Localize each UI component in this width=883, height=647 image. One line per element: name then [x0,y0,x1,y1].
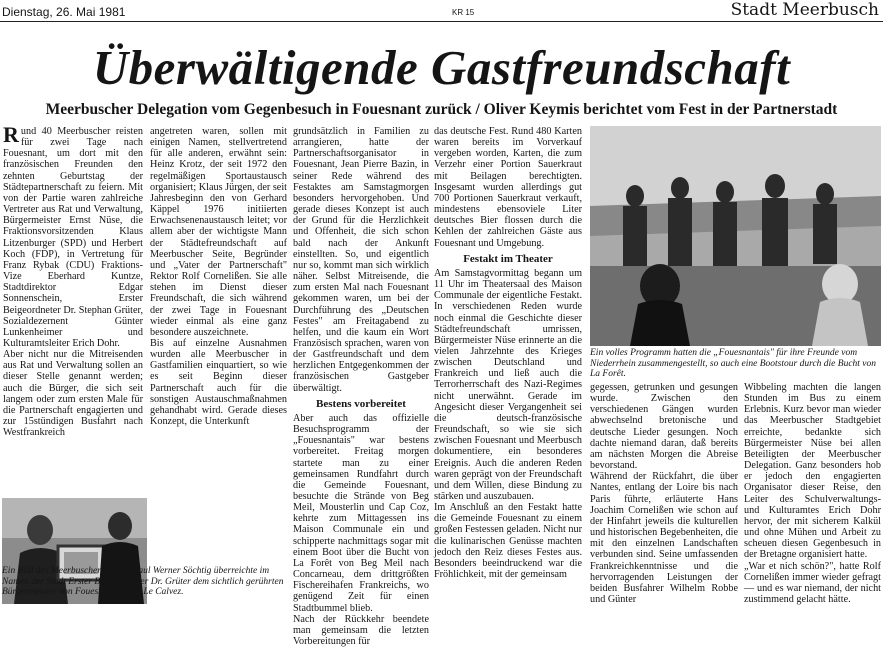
boat-tour-photo-caption: Ein volles Programm hatten die „Fouesnantais" für ihre Freunde vom Niederrhein zusammengestellt, so auch eine Bootstour durch die Bucht von La Forêt. [590,348,877,380]
column-text: gegessen, getrunken und gesungen wurde. Zwischen den verschiedenen Gängen wurden abwechselnd bretonische und deutsche Lieder gesungen. Noch dachte niemand daran, daß bereits am nächsten Morgen die Abreise bevorstand. Während der Rückfahrt, die über Nantes, entlang der Loire bis nach Paris führte, erläuterte Hans Joachim Cornelißen wie schon auf der Hinfahrt jeweils die kulturellen und historischen Begebenheiten, die mit den einzelnen Landschaften verbunden sind. Seine umfassenden Frankreichkenntnisse und die hervorragenden Leistungen der beiden Busfahrer Wilhelm Robbe und Günter [590,382,738,605]
boat-tour-photo-image [590,126,881,346]
article-headline: Überwältigende Gastfreundschaft [92,40,791,95]
text-column-1 [3,122,143,496]
column-text: das deutsche Fest. Rund 480 Karten waren bereits im Vorverkauf vergeben worden, Karten, die zum Verzehr einer Portion Sauerkraut mit Beilagen berechtigten. Insgesamt wurden allerdings gut 700 Portionen Sauerkraut verkauft, mindestens ebensoviele Liter deutsches Bier flossen durch die Kehlen der zahlreichen Gäste aus Fouesnant und Umgebung. [434,126,582,249]
text-column-6 [744,382,881,608]
issue-date: Dienstag, 26. Mai 1981 [2,5,126,19]
boat-tour-photo [590,126,881,346]
page-code: KR 15 [452,8,475,17]
column-text: angetreten waren, sollen mit einigen Namen, stellvertretend für alle anderen, erwähnt sein: Heinz Krotz, der seit 1972 den regelmäßigen Sportaustausch organisiert; Klaus Jürgen, der seit Jahresbeginn den von Gerhard Käppel 1976 initiierten Erwachsenenaustausch leitet; vor allem aber der wichtigste Mann der Städtefreundschaft auf Meerbuscher Seite, Begründer und „Vater der Partnerschaft" Rektor Rolf Cornelißen. Sie alle stehen im Dienst dieser Freundschaft, die sich während der zwei Tage in Fouesnant wieder einmal als eine ganz besondere auszeichnete. Bis auf einzelne Ausnahmen wurden alle Meerbuscher in Gastfamilien einquartiert, so wie es seit Beginn dieser Partnerschaft auch für die sonstigen Austauschmaßnahmen gehandhabt wird. Gerade dieses Konzept, die Unterkunft [150,126,287,428]
text-column-4 [434,126,582,606]
ceremony-photo-caption: Ein Bild des Meerbuscher Malers Paul Werner Söchtig überreichte im Namen der Stadt Erster Beigeordneter Dr. Grüter dem sichtlich gerührten Bürgermeister von Fouesnant, Louis Le Calvez. [2,566,284,598]
text-column-2 [150,126,287,606]
column-text: Am Samstagvormittag begann um 11 Uhr im Theatersaal des Maison Communale der eigentliche Festakt. In verschiedenen Reden wurde noch einmal die Geschichte dieser Städtefreundschaft umrissen, Bürgermeister Nüse erinnerte an die vielen Jahrzehnte des Krieges zwischen Deutschland und Frankreich und ließ auch die Terrorherrschaft des Nazi-Regimes nicht unerwähnt. Gerade im Angesicht dieser Vergangenheit sei die deutsch-französische Freundschaft, so wie sie sich zwischen Fouesnant und Meerbusch dokumentiere, ein besonderes Ereignis. Auch die anderen Reden waren geprägt von der Freundschaft und dem Willen, diese Bindung zu stärken und auszubauen. Im Anschluß an den Festakt hatte die Gemeinde Fouesnant zu einem großen Festessen geladen. Nicht nur die kulinarischen Genüsse machten jedoch den Reiz dieses Festes aus. Besonders beeindruckend war die Fröhlichkeit, mit der gemeinsam [434,267,582,581]
column-text: Aber auch das offizielle Besuchsprogramm der „Fouesnantais" war bestens vorbereitet. Freitag morgen startete man zu einer gemeinsamen Rundfahrt durch die Gemeinde Fouesnant, besuchte die Strände von Beg Meil, Mousterlin und Cap Coz, kehrte zum Mittagessen ins Maison Communale ein und schipperte nachmittags sogar mit einem Boot über die Bucht von La Forêt von Beg Meil nach Concarneau, dem drittgrößten Fischereihafen Frankreichs, wo genügend Zeit für einen Stadtbummel blieb. Nach der Rückkehr beendete man gemeinsam die letzten Vorbereitungen für [293,412,429,647]
drop-cap: R [3,122,19,147]
text-column-5 [590,382,738,608]
section-title: Stadt Meerbusch [730,0,879,20]
column-text: und 40 Meerbuscher reisten für zwei Tage nach Fouesnant, um dort mit den französischen Freunden den zehnten Geburtstag der Städtepartnerschaft zu feiern. Mit von der Partie waren zahlreiche Vertreter aus Rat und Verwaltung, Bürgermeister Ernst Nüse, die Fraktionsvorsitzenden Klaus Litzenburger (SPD) und Herbert Koch (FDP), in Vertretung für Franz Rybak (CDU) Fraktions-Vize Eberhard Kuntze, Stadtdirektor Edgar Sonnenschein, Erster Beigeordneter Dr. Stephan Grüter, Sozialdezernent Günter Lunkenheimer und Kulturamtsleiter Erich Dohr. Aber nicht nur die Mitreisenden aus Rat und Verwaltung sollen an dieser Stelle genannt werden; auch die Bürger, die sich seit langem oder zum ersten Male für die Partnerschaft engagierten und zur 15stündigen Busfahrt nach Westfrankreich [3,126,143,439]
column-text: Wibbeling machten die langen Stunden im Bus zu einem Erlebnis. Kurz bevor man wieder das Meerbuscher Stadtgebiet erreichte, bedankte sich Bürgermeister Nüse bei allen Beteiligten der Meerbuscher Delegation. Ganz besonders hob er jedoch den engagierten Organisator dieser Reise, den Leiter des Schulverwaltungs- und Kulturamtes Erich Dohr hervor, der mit sicherem Kalkül und ohne Mühen und Arbeit zu scheuen diesen Gegenbesuch in der Bretagne organisiert hatte. „War et nich schön?", hatte Rolf Cornelißen immer wieder gefragt — und es war niemand, der nicht zustimmend gelacht hätte. [744,382,881,605]
column-text: grundsätzlich in Familien zu arrangieren, hatte der Partnerschaftsorganisator in Fouesnant, Jean Pierre Bazin, in seiner Rede während des Festaktes am Samstagmorgen besonders hervorgehoben. Und gerade dieses Konzept ist auch der Grund für die Herzlichkeit und Offenheit, die sich schon bald nach der Ankunft einstellten. So, und eigentlich nur so, kommt man sich wirklich näher. Selbst Mitreisende, die zum ersten Mal nach Fouesnant gekommen waren, um bei der Durchführung des „Deutschen Festes" am Freitagabend zu helfen, und die kaum ein Wort Französisch sprachen, waren von der Gastfreundschaft und dem herzlichen Entgegenkommen der französischen Gastgeber überwältigt. [293,126,429,394]
page-header [0,0,883,22]
article-subheadline: Meerbuscher Delegation vom Gegenbesuch in Fouesnant zurück / Oliver Keymis berichtet vom Fest in der Partnerstadt [45,101,838,118]
text-column-3 [293,126,429,647]
section-subhead: Festakt im Theater [463,252,553,265]
section-subhead: Bestens vorbereitet [316,397,406,410]
